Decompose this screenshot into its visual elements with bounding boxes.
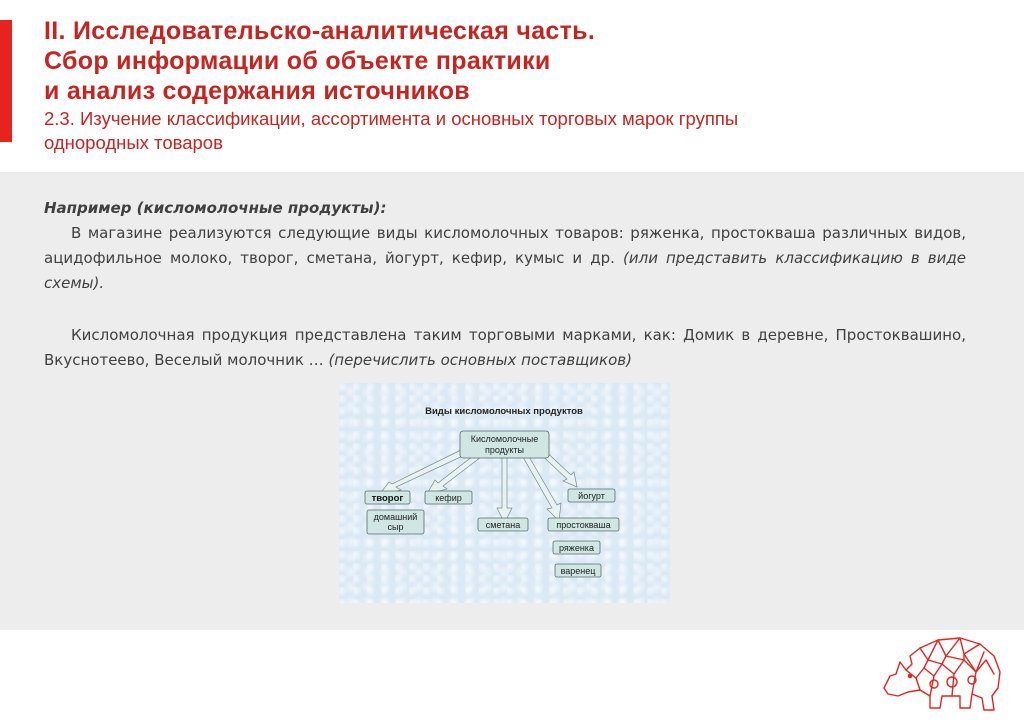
node-yogurt-label: йогурт: [578, 491, 605, 501]
node-root-line-2: продукты: [484, 445, 525, 455]
slide-header: [44, 16, 1004, 154]
node-varenets: [555, 564, 601, 577]
node-prostokvasha: [548, 518, 619, 531]
diagram-svg: [339, 383, 670, 603]
node-ryazhenka-label: ряженка: [559, 543, 594, 553]
node-yogurt: [568, 489, 615, 502]
node-tvorog: [365, 491, 410, 504]
paragraph-assortment-note: (или представить классификацию в виде схемы).: [44, 249, 966, 292]
paragraph-brands-note: (перечислить основных поставщиков): [328, 351, 632, 369]
node-smetana: [478, 518, 528, 531]
node-root: [460, 431, 549, 458]
slide-title-line-1: II. Исследовательско-аналитическая часть.: [44, 17, 596, 45]
node-kefir: [425, 491, 472, 504]
accent-bar: [0, 20, 12, 142]
body-text: [44, 196, 966, 373]
node-tvorog-label: творог: [371, 493, 404, 504]
node-root-line-1: Кисломолочные: [470, 434, 539, 444]
paragraph-assortment: [44, 221, 966, 296]
diagram-title: Виды кисломолочных продуктов: [425, 406, 583, 417]
node-domashniy-line-2: сыр: [387, 522, 404, 532]
paragraph-brands: [44, 323, 966, 373]
node-domashniy-syr: [367, 510, 424, 534]
node-kefir-label: кефир: [435, 493, 462, 503]
node-prostokvasha-label: простокваша: [556, 520, 611, 530]
node-domashniy-line-1: домашний: [373, 512, 418, 522]
node-varenets-label: варенец: [560, 566, 596, 576]
paragraph-brands-text: Кисломолочная продукция представлена таким торговыми марками, как: Домик в деревне, Простоквашино, Вкуснотеево, Веселый молочник …: [44, 326, 966, 369]
paragraph-assortment-text: В магазине реализуются следующие виды кисломолочных товаров: ряженка, простокваша различных видов, ацидофильное молоко, творог, сметана, йогурт, кефир, кумыс и др.: [44, 224, 966, 267]
slide-title-line-3: и анализ содержания источников: [44, 77, 470, 105]
slide-subtitle-line-2: однородных товаров: [44, 132, 223, 153]
slide-title-line-2: Сбор информации об объекте практики: [44, 47, 551, 75]
example-heading: Например (кисломолочные продукты):: [44, 199, 387, 217]
node-ryazhenka: [553, 541, 600, 554]
rhino-logo: [880, 630, 1010, 716]
arrow-to-smetana: [497, 457, 512, 523]
slide-subtitle-line-1: 2.3. Изучение классификации, ассортимента и основных торговых марок группы: [44, 108, 739, 129]
rhino-logo-icon: [880, 630, 1010, 716]
classification-diagram: [339, 383, 670, 603]
node-smetana-label: сметана: [485, 520, 521, 530]
